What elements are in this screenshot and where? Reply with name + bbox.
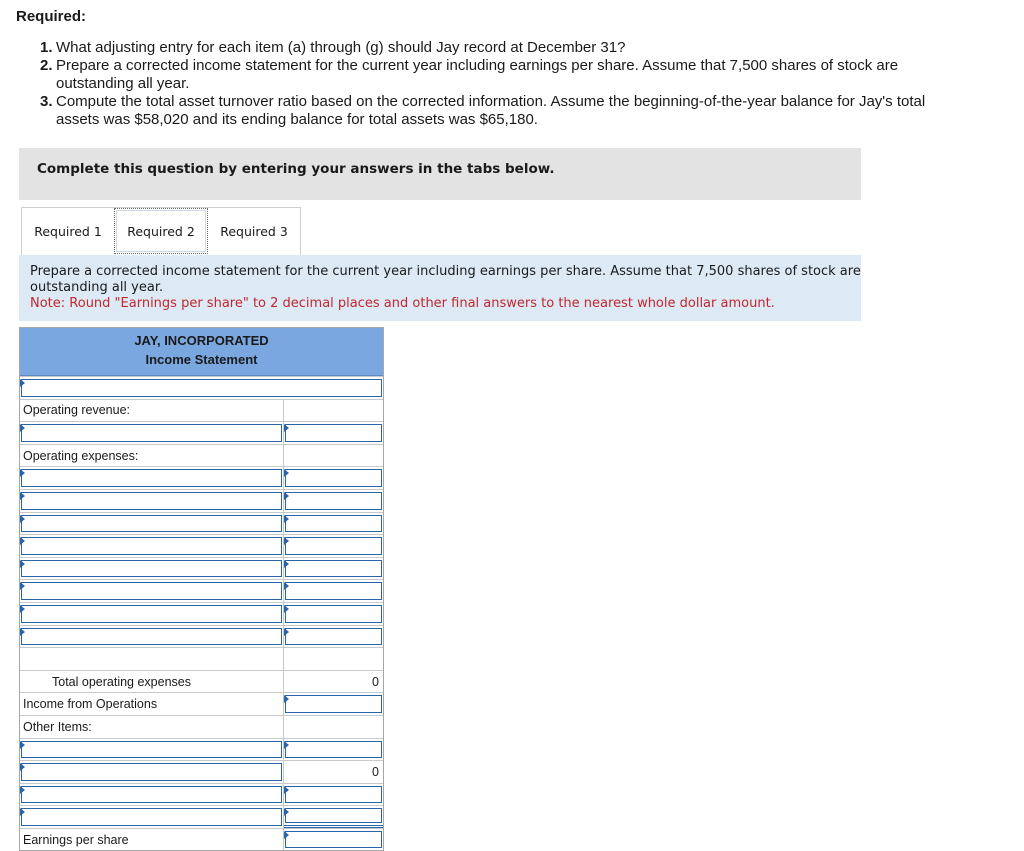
dropdown-flag-icon	[20, 379, 25, 387]
amount-cell	[284, 603, 383, 625]
total-operating-expenses-label: Total operating expenses	[20, 671, 284, 693]
other-items-label: Other Items:	[20, 716, 284, 738]
dropdown-flag-icon	[284, 605, 289, 613]
dropdown-flag-icon	[20, 786, 25, 794]
required-item-3	[40, 93, 960, 129]
dropdown-flag-icon	[284, 628, 289, 636]
instruction-bar	[19, 148, 861, 200]
operating-expenses-header-row	[20, 444, 383, 467]
required-item-number: 1.	[40, 39, 53, 56]
dropdown-flag-icon	[20, 515, 25, 523]
expense-input-row	[20, 534, 383, 557]
dropdown-flag-icon	[20, 560, 25, 568]
dropdown-flag-icon	[284, 831, 289, 839]
required-item-text: Prepare a corrected income statement for the current year including earnings per share. Assume that 7,500 shares of stock are outstanding all year.	[56, 57, 899, 92]
dropdown-flag-icon	[284, 492, 289, 500]
amount-cell	[284, 490, 383, 512]
dropdown-flag-icon	[284, 582, 289, 590]
dropdown-flag-icon	[284, 695, 289, 703]
other-item-input-row	[20, 738, 383, 761]
amount-cell	[284, 580, 383, 602]
tab-required-1[interactable]: Required 1	[34, 223, 102, 239]
required-item-number: 2.	[40, 57, 53, 74]
extra-input-row	[20, 805, 383, 828]
question-prompt	[19, 255, 861, 321]
instruction-text: Complete this question by entering your answers in the tabs below.	[37, 161, 555, 177]
amount-cell	[284, 829, 383, 851]
expense-account-select[interactable]	[21, 605, 282, 623]
amount-cell	[284, 784, 383, 806]
label-cell	[20, 490, 284, 512]
label-cell	[20, 535, 284, 557]
empty-amount-cell	[284, 445, 383, 467]
label-cell	[20, 513, 284, 535]
amount-cell	[284, 467, 383, 489]
amount-cell	[284, 739, 383, 761]
expense-amount-input[interactable]	[285, 515, 382, 533]
expense-input-row	[20, 466, 383, 489]
empty-amount-cell	[284, 400, 383, 422]
other-items-total-value: 0	[372, 764, 379, 779]
amount-cell	[284, 513, 383, 535]
net-income-amount-input[interactable]	[285, 786, 382, 804]
dropdown-flag-icon	[20, 808, 25, 816]
prompt-note: Note: Round "Earnings per share" to 2 decimal places and other final answers to the nearest whole dollar amount.	[30, 296, 775, 311]
operating-revenue-header-row	[20, 399, 383, 422]
required-item-text: Compute the total asset turnover ratio based on the corrected information. Assume the beginning-of-the-year balance for Jay's total assets was $58,020 and its ending balance for total assets was $65,180.	[56, 93, 926, 128]
earnings-per-share-label: Earnings per share	[20, 829, 284, 851]
label-cell	[20, 558, 284, 580]
expense-amount-input[interactable]	[285, 560, 382, 578]
prompt-text: Prepare a corrected income statement for the current year including earnings per share. Assume that 7,500 shares of stock are outstanding all year.	[30, 264, 861, 295]
amount-cell	[284, 422, 383, 444]
expense-amount-input[interactable]	[285, 582, 382, 600]
extra-amount-input[interactable]	[285, 808, 382, 823]
statement-period-input[interactable]	[21, 379, 382, 397]
expense-amount-input[interactable]	[285, 469, 382, 487]
label-cell	[20, 806, 284, 828]
expense-account-select[interactable]	[21, 560, 282, 578]
label-cell	[20, 580, 284, 602]
operating-revenue-label: Operating revenue:	[20, 400, 284, 422]
income-from-operations-label: Income from Operations	[20, 693, 284, 715]
tab-bar	[21, 207, 301, 255]
dropdown-flag-icon	[284, 560, 289, 568]
required-item-text: What adjusting entry for each item (a) through (g) should Jay record at December 31?	[56, 39, 626, 56]
company-name: JAY, INCORPORATED	[134, 333, 269, 348]
expense-amount-input[interactable]	[285, 492, 382, 510]
dropdown-flag-icon	[284, 515, 289, 523]
dropdown-flag-icon	[20, 424, 25, 432]
dropdown-flag-icon	[20, 492, 25, 500]
dropdown-flag-icon	[284, 537, 289, 545]
expense-input-row	[20, 602, 383, 625]
required-item-2	[40, 57, 960, 93]
expense-input-row	[20, 557, 383, 580]
required-item-number: 3.	[40, 93, 53, 110]
dropdown-flag-icon	[20, 537, 25, 545]
revenue-account-select[interactable]	[21, 424, 282, 442]
dropdown-flag-icon	[284, 786, 289, 794]
revenue-input-row	[20, 421, 383, 444]
other-item-account-select[interactable]	[21, 741, 282, 759]
statement-title: Income Statement	[145, 352, 258, 367]
amount-cell	[284, 626, 383, 648]
label-cell	[20, 422, 284, 444]
expense-account-select[interactable]	[21, 515, 282, 533]
other-items-total-select[interactable]	[21, 763, 282, 781]
amount-cell	[284, 535, 383, 557]
label-cell	[20, 648, 284, 670]
other-items-header-row	[20, 715, 383, 738]
label-cell	[20, 467, 284, 489]
expense-amount-input[interactable]	[285, 628, 382, 646]
expense-input-row	[20, 489, 383, 512]
amount-cell	[284, 693, 383, 715]
expense-account-select[interactable]	[21, 628, 282, 646]
dropdown-flag-icon	[284, 424, 289, 432]
statement-header	[20, 328, 383, 376]
expense-account-select[interactable]	[21, 469, 282, 487]
amount-cell	[284, 558, 383, 580]
expense-amount-input[interactable]	[285, 537, 382, 555]
label-cell	[20, 784, 284, 806]
expense-amount-input[interactable]	[285, 605, 382, 623]
label-cell	[20, 739, 284, 761]
required-heading: Required:	[16, 8, 87, 25]
earnings-per-share-row	[20, 828, 383, 851]
period-cell	[20, 377, 383, 399]
statement-period-row	[20, 376, 383, 399]
income-from-operations-row	[20, 692, 383, 715]
tab-required-2[interactable]: Required 2	[114, 208, 208, 254]
dropdown-flag-icon	[20, 469, 25, 477]
required-list	[40, 39, 960, 129]
tab-required-3[interactable]: Required 3	[220, 223, 288, 239]
other-item-amount-input[interactable]	[285, 741, 382, 759]
extra-account-select[interactable]	[21, 808, 282, 826]
dropdown-flag-icon	[284, 741, 289, 749]
net-income-input-row	[20, 783, 383, 806]
dropdown-flag-icon	[20, 763, 25, 771]
net-income-account-select[interactable]	[21, 786, 282, 804]
total-operating-expenses-value: 0	[372, 674, 379, 689]
dropdown-flag-icon	[20, 605, 25, 613]
dropdown-flag-icon	[284, 808, 289, 816]
other-items-total-row	[20, 760, 383, 783]
dropdown-flag-icon	[284, 469, 289, 477]
dropdown-flag-icon	[20, 741, 25, 749]
empty-amount-cell	[284, 716, 383, 738]
income-from-operations-input[interactable]	[285, 695, 382, 713]
label-cell	[20, 761, 284, 783]
expense-account-select[interactable]	[21, 537, 282, 555]
amount-cell	[284, 648, 383, 670]
expense-account-select[interactable]	[21, 582, 282, 600]
expense-input-row	[20, 625, 383, 648]
revenue-amount-input[interactable]	[285, 424, 382, 442]
required-item-1	[40, 39, 960, 57]
label-cell	[20, 626, 284, 648]
dropdown-flag-icon	[20, 582, 25, 590]
amount-cell	[284, 806, 383, 828]
operating-expenses-label: Operating expenses:	[20, 445, 284, 467]
earnings-per-share-input[interactable]	[285, 831, 382, 849]
expense-input-row	[20, 512, 383, 535]
income-statement-table	[19, 327, 384, 851]
expense-account-select[interactable]	[21, 492, 282, 510]
total-operating-expenses-row	[20, 670, 383, 693]
expense-input-row	[20, 579, 383, 602]
dropdown-flag-icon	[20, 628, 25, 636]
label-cell	[20, 603, 284, 625]
blank-row	[20, 647, 383, 670]
